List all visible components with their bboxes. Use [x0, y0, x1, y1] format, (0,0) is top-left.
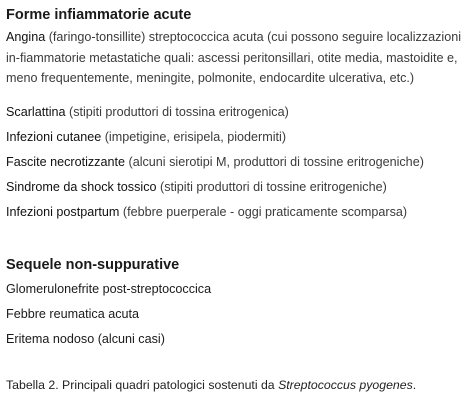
list-item-eritema-nodoso: Eritema nodoso (alcuni casi)	[6, 332, 165, 346]
table-caption	[6, 376, 416, 394]
item-description: (stipiti produttori di tossina eritrogenica)	[65, 105, 289, 119]
caption-prefix: Tabella 2. Principali quadri patologici sostenuti da	[6, 378, 279, 392]
section-title-sequele-non-suppurative: Sequele non-suppurative	[6, 257, 180, 273]
item-description: (impetigine, erisipela, piodermiti)	[101, 130, 287, 144]
item-term: Fascite necrotizzante	[6, 155, 125, 169]
list-item-fascite-necrotizzante	[6, 152, 468, 173]
item-term: Infezioni cutanee	[6, 130, 102, 144]
item-term: Sindrome da shock tossico	[6, 180, 157, 194]
item-term: Angina	[6, 30, 46, 44]
list-item-infezioni-postpartum	[6, 202, 468, 223]
caption-suffix: .	[412, 378, 417, 392]
item-description: (stipiti produttori di tossine eritrogeniche)	[156, 180, 387, 194]
list-item-glomerulonefrite: Glomerulonefrite post-streptococcica	[6, 282, 212, 296]
list-item-scarlattina	[6, 102, 468, 123]
list-item-infezioni-cutanee	[6, 127, 468, 148]
item-term: Scarlattina	[6, 105, 66, 119]
section-title-forme-infiammatorie: Forme infiammatorie acute	[6, 7, 192, 23]
list-item-febbre-reumatica: Febbre reumatica acuta	[6, 307, 140, 321]
caption-species: Streptococcus pyogenes	[278, 378, 413, 392]
item-term: Infezioni postpartum	[6, 205, 120, 219]
list-item-angina	[6, 27, 468, 89]
item-description: (alcuni sierotipi M, produttori di tossine eritrogeniche)	[125, 155, 424, 169]
list-item-sindrome-shock-tossico	[6, 177, 468, 198]
item-description: (febbre puerperale - oggi praticamente scomparsa)	[119, 205, 408, 219]
item-description: (faringo-tonsillite) streptococcica acuta (cui possono seguire localizzazioni in-fiammatorie metastatiche quali: ascessi peritonsillari, otite media, mastoidite e, meno frequentemente, meningite, polmonite, endocardite ulcerativa, etc.)	[6, 30, 462, 85]
